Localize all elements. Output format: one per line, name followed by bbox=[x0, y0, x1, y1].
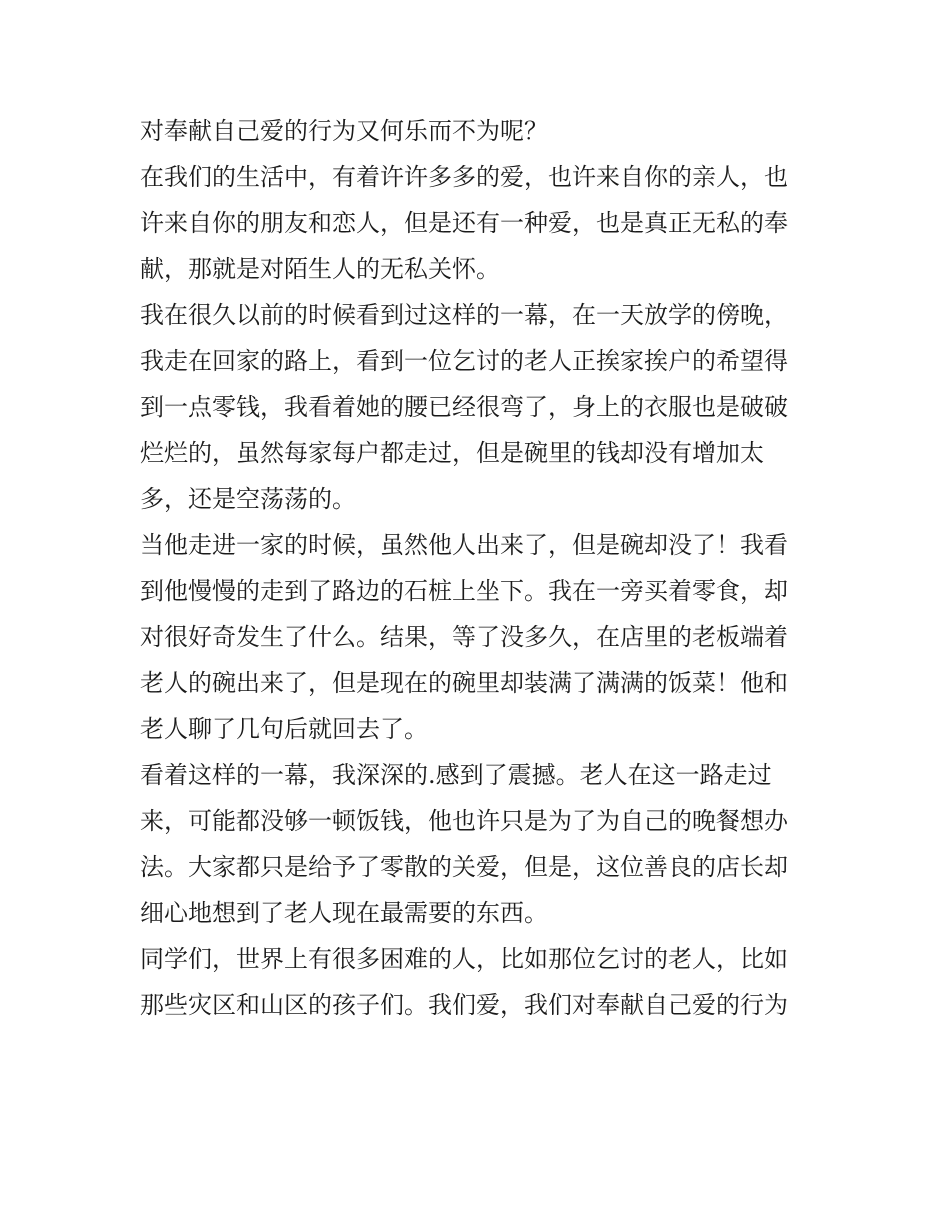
text-line: 在我们的生活中，有着许许多多的爱，也许来自你的亲人，也 bbox=[140, 163, 788, 191]
text-line: 看着这样的一幕，我深深的.感到了震撼。老人在这一路走过 bbox=[140, 761, 772, 789]
text-line: 到一点零钱，我看着她的腰已经很弯了，身上的衣服也是破破 bbox=[140, 393, 788, 421]
text-line: 那些灾区和山区的孩子们。我们爱，我们对奉献自己爱的行为 bbox=[140, 991, 788, 1019]
text-line: 同学们，世界上有很多困难的人，比如那位乞讨的老人，比如 bbox=[140, 945, 788, 973]
text-line: 我在很久以前的时候看到过这样的一幕，在一天放学的傍晚， bbox=[140, 301, 788, 329]
text-line: 老人的碗出来了，但是现在的碗里却装满了满满的饭菜！他和 bbox=[140, 669, 788, 697]
text-line: 我走在回家的路上，看到一位乞讨的老人正挨家挨户的希望得 bbox=[140, 347, 788, 375]
text-line: 对很好奇发生了什么。结果，等了没多久，在店里的老板端着 bbox=[140, 623, 788, 651]
text-line: 许来自你的朋友和恋人，但是还有一种爱，也是真正无私的奉 bbox=[140, 209, 788, 237]
document-body bbox=[140, 108, 820, 1028]
text-line: 多，还是空荡荡的。 bbox=[140, 485, 356, 513]
text-line: 当他走进一家的时候，虽然他人出来了，但是碗却没了！我看 bbox=[140, 531, 788, 559]
text-line: 细心地想到了老人现在最需要的东西。 bbox=[140, 899, 548, 927]
text-line: 对奉献自己爱的行为又何乐而不为呢？ bbox=[140, 117, 548, 145]
text-line: 到他慢慢的走到了路边的石桩上坐下。我在一旁买着零食，却 bbox=[140, 577, 788, 605]
text-line: 献，那就是对陌生人的无私关怀。 bbox=[140, 255, 500, 283]
text-line: 来，可能都没够一顿饭钱，他也许只是为了为自己的晚餐想办 bbox=[140, 807, 788, 835]
text-line: 老人聊了几句后就回去了。 bbox=[140, 715, 428, 743]
text-line: 烂烂的，虽然每家每户都走过，但是碗里的钱却没有增加太 bbox=[140, 439, 764, 467]
text-line: 法。大家都只是给予了零散的关爱，但是，这位善良的店长却 bbox=[140, 853, 788, 881]
